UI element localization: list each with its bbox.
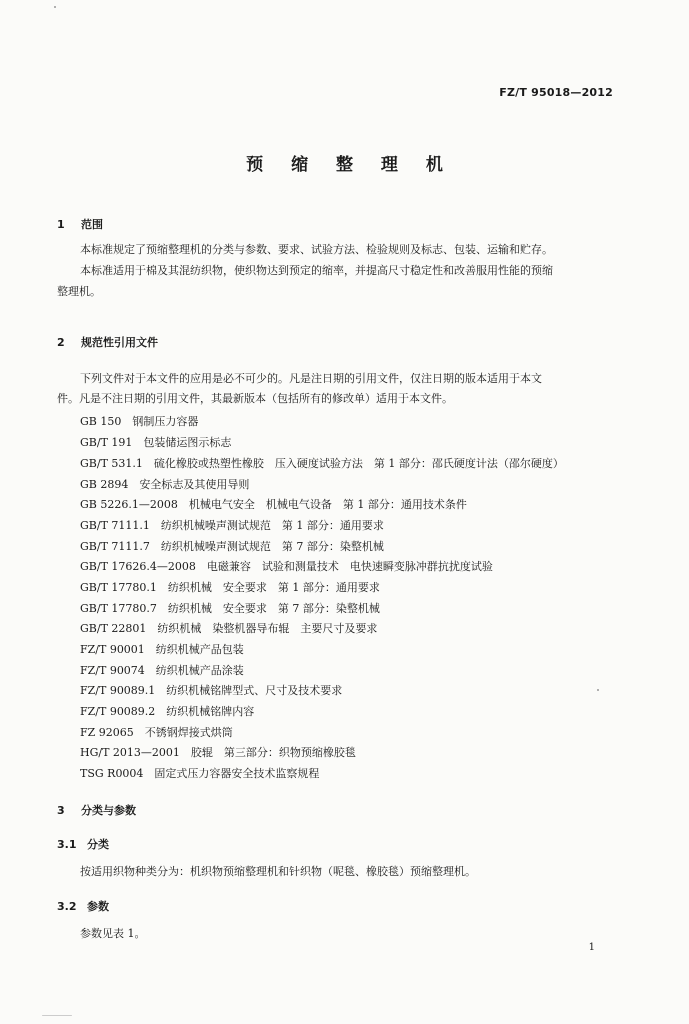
section-number: 3.1	[57, 838, 77, 851]
reference-item: FZ/T 90001 纺织机械产品包装	[80, 643, 244, 656]
reference-item: GB/T 531.1 硫化橡胶或热塑性橡胶 压入硬度试验方法 第 1 部分：邵氏硬度计法（邵尔硬度）	[80, 457, 564, 470]
paragraph: 按适用织物种类分为：机织物预缩整理机和针织物（呢毯、橡胶毯）预缩整理机。	[80, 865, 476, 878]
paragraph: 参数见表 1。	[80, 927, 146, 940]
section-number: 2	[57, 336, 65, 349]
section-title: 范围	[81, 218, 103, 231]
section-number: 1	[57, 218, 65, 231]
scan-speck	[42, 1015, 72, 1016]
page-number: 1	[588, 942, 595, 953]
reference-item: GB/T 7111.1 纺织机械噪声测试规范 第 1 部分：通用要求	[80, 519, 384, 532]
section-1-heading	[57, 216, 103, 232]
section-number: 3.2	[57, 900, 77, 913]
paragraph: 下列文件对于本文件的应用是必不可少的。凡是注日期的引用文件，仅注日期的版本适用于本文	[80, 372, 542, 385]
reference-item: FZ/T 90089.2 纺织机械铭牌内容	[80, 705, 255, 718]
section-2-heading	[57, 334, 158, 350]
document-title: 预 缩 整 理 机	[246, 155, 454, 175]
section-title: 分类与参数	[81, 804, 136, 817]
reference-item: GB/T 22801 纺织机械 染整机器导布辊 主要尺寸及要求	[80, 622, 378, 635]
reference-item: GB 2894 安全标志及其使用导则	[80, 478, 250, 491]
section-title: 分类	[87, 838, 109, 851]
section-title: 规范性引用文件	[81, 336, 158, 349]
reference-item: GB 150 钢制压力容器	[80, 415, 199, 428]
reference-item: GB/T 17780.1 纺织机械 安全要求 第 1 部分：通用要求	[80, 581, 380, 594]
scan-speck	[54, 6, 56, 8]
reference-item: HG/T 2013—2001 胶辊 第三部分：织物预缩橡胶毯	[80, 746, 356, 759]
paragraph: 件。凡是不注日期的引用文件，其最新版本（包括所有的修改单）适用于本文件。	[57, 392, 453, 405]
reference-item: FZ/T 90089.1 纺织机械铭牌型式、尺寸及技术要求	[80, 684, 343, 697]
reference-item: GB 5226.1—2008 机械电气安全 机械电气设备 第 1 部分：通用技术条件	[80, 498, 467, 511]
reference-item: GB/T 191 包装储运图示标志	[80, 436, 232, 449]
reference-item: GB/T 7111.7 纺织机械噪声测试规范 第 7 部分：染整机械	[80, 540, 384, 553]
reference-item: GB/T 17626.4—2008 电磁兼容 试验和测量技术 电快速瞬变脉冲群抗扰度试验	[80, 560, 493, 573]
reference-item: GB/T 17780.7 纺织机械 安全要求 第 7 部分：染整机械	[80, 602, 380, 615]
standard-code: FZ/T 95018—2012	[499, 86, 613, 99]
section-3-2-heading	[57, 898, 109, 914]
scan-speck	[597, 689, 599, 691]
section-number: 3	[57, 804, 65, 817]
reference-item: TSG R0004 固定式压力容器安全技术监察规程	[80, 767, 320, 780]
paragraph: 本标准规定了预缩整理机的分类与参数、要求、试验方法、检验规则及标志、包装、运输和贮存。	[80, 243, 553, 256]
section-3-heading	[57, 802, 136, 818]
reference-item: FZ 92065 不锈钢焊接式烘筒	[80, 726, 233, 739]
paragraph: 本标准适用于棉及其混纺织物，使织物达到预定的缩率，并提高尺寸稳定性和改善服用性能的预缩	[80, 264, 553, 277]
section-title: 参数	[87, 900, 109, 913]
reference-item: FZ/T 90074 纺织机械产品涂装	[80, 664, 244, 677]
section-3-1-heading	[57, 836, 109, 852]
paragraph: 整理机。	[57, 285, 101, 298]
